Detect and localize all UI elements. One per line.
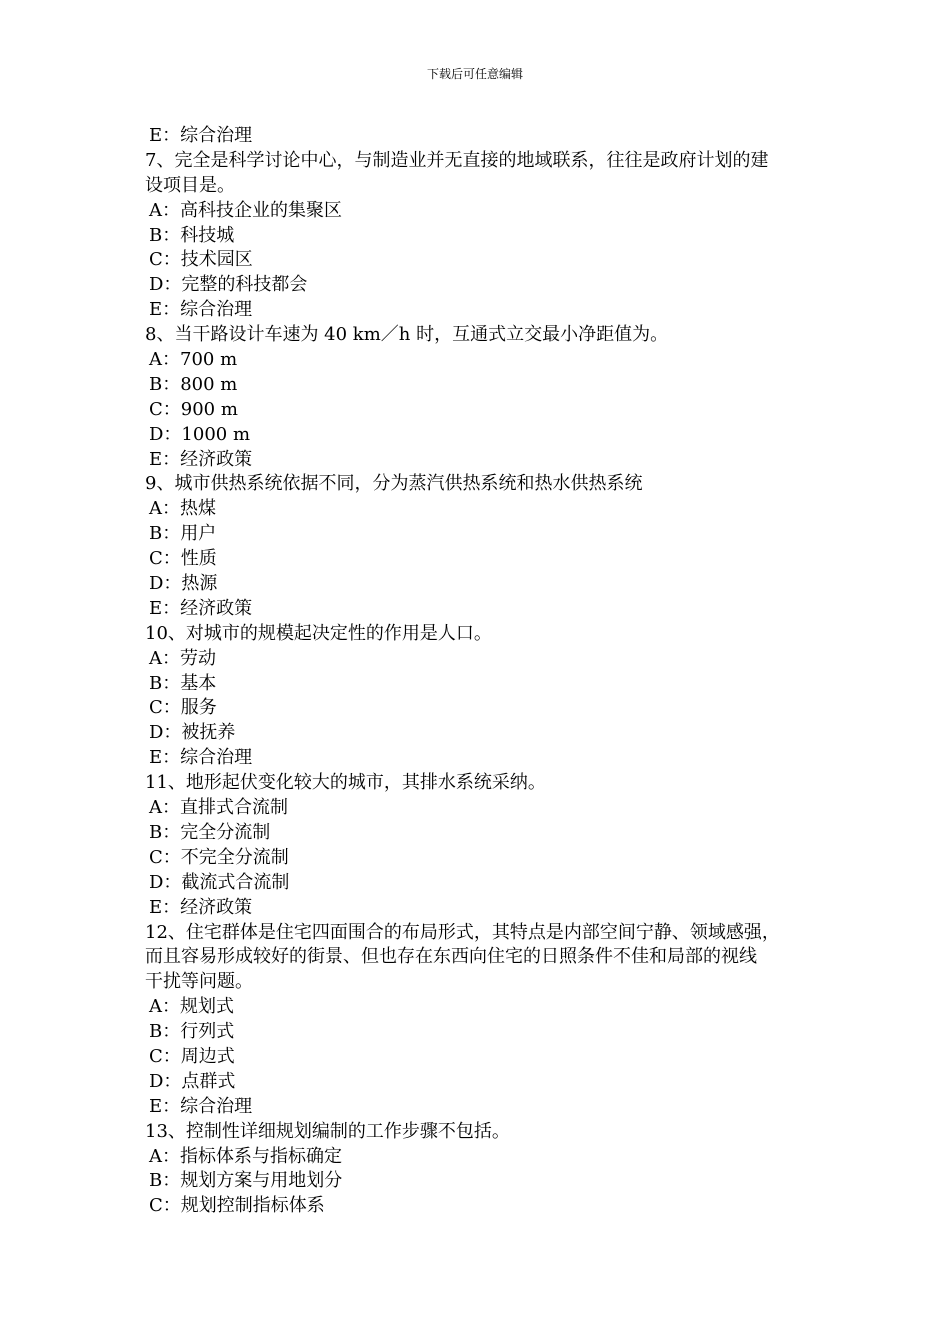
question-text: 干扰等问题。	[145, 971, 253, 993]
answer-option: E：经济政策	[149, 597, 253, 619]
answer-option: E：综合治理	[149, 125, 253, 146]
answer-option: C：900 m	[149, 398, 238, 420]
answer-option: A：规划式	[149, 996, 234, 1018]
answer-option: C：周边式	[149, 1045, 235, 1067]
question-text: 而且容易形成较好的街景、但也存在东西向住宅的日照条件不佳和局部的视线	[145, 946, 757, 968]
question-text: 9、城市供热系统依据不同，分为蒸汽供热系统和热水供热系统	[145, 473, 643, 495]
answer-option: A：劳动	[149, 647, 216, 669]
answer-option: C：技术园区	[149, 249, 253, 271]
answer-option: B：基本	[149, 672, 217, 694]
answer-option: A：指标体系与指标确定	[149, 1145, 342, 1167]
answer-option: A：热煤	[149, 498, 216, 520]
answer-option: D：1000 m	[149, 423, 251, 445]
page-header: 下载后可任意编辑	[426, 67, 523, 81]
answer-option: E：综合治理	[149, 299, 253, 321]
answer-option: E：经济政策	[149, 896, 253, 918]
answer-option: D：完整的科技都会	[149, 274, 308, 296]
question-text: 设项目是。	[145, 174, 235, 196]
answer-option: D：截流式合流制	[149, 871, 290, 893]
question-text: 10、对城市的规模起决定性的作用是人口。	[145, 622, 492, 644]
question-text: 11、地形起伏变化较大的城市，其排水系统采纳。	[145, 772, 546, 794]
answer-option: D：热源	[149, 573, 218, 595]
answer-option: E：综合治理	[149, 747, 253, 769]
answer-option: B：800 m	[149, 373, 238, 395]
answer-option: D：被抚养	[149, 722, 236, 744]
answer-option: B：用户	[149, 523, 217, 545]
answer-option: E：经济政策	[149, 448, 253, 470]
answer-option: C：性质	[149, 548, 217, 570]
answer-option: D：点群式	[149, 1070, 236, 1092]
answer-option: B：科技城	[149, 224, 235, 246]
question-text: 8、当干路设计车速为 40 km／h 时，互通式立交最小净距值为。	[145, 324, 669, 346]
answer-option: A：高科技企业的集聚区	[149, 199, 342, 221]
answer-option: A：直排式合流制	[149, 797, 288, 819]
answer-option: C：服务	[149, 697, 217, 719]
answer-option: C：不完全分流制	[149, 846, 289, 868]
answer-option: C：规划控制指标体系	[149, 1195, 325, 1217]
answer-option: B：行列式	[149, 1021, 235, 1043]
answer-option: A：700 m	[149, 349, 238, 371]
answer-option: B：完全分流制	[149, 821, 271, 843]
document-body	[145, 124, 825, 1219]
answer-option: B：规划方案与用地划分	[149, 1170, 343, 1192]
question-text: 7、完全是科学讨论中心，与制造业并无直接的地域联系，往往是政府计划的建	[145, 149, 769, 171]
question-text: 12、住宅群体是住宅四面围合的布局形式，其特点是内部空间宁静、领域感强，	[145, 921, 780, 943]
answer-option: E：综合治理	[149, 1095, 253, 1117]
question-text: 13、控制性详细规划编制的工作步骤不包括。	[145, 1120, 510, 1142]
